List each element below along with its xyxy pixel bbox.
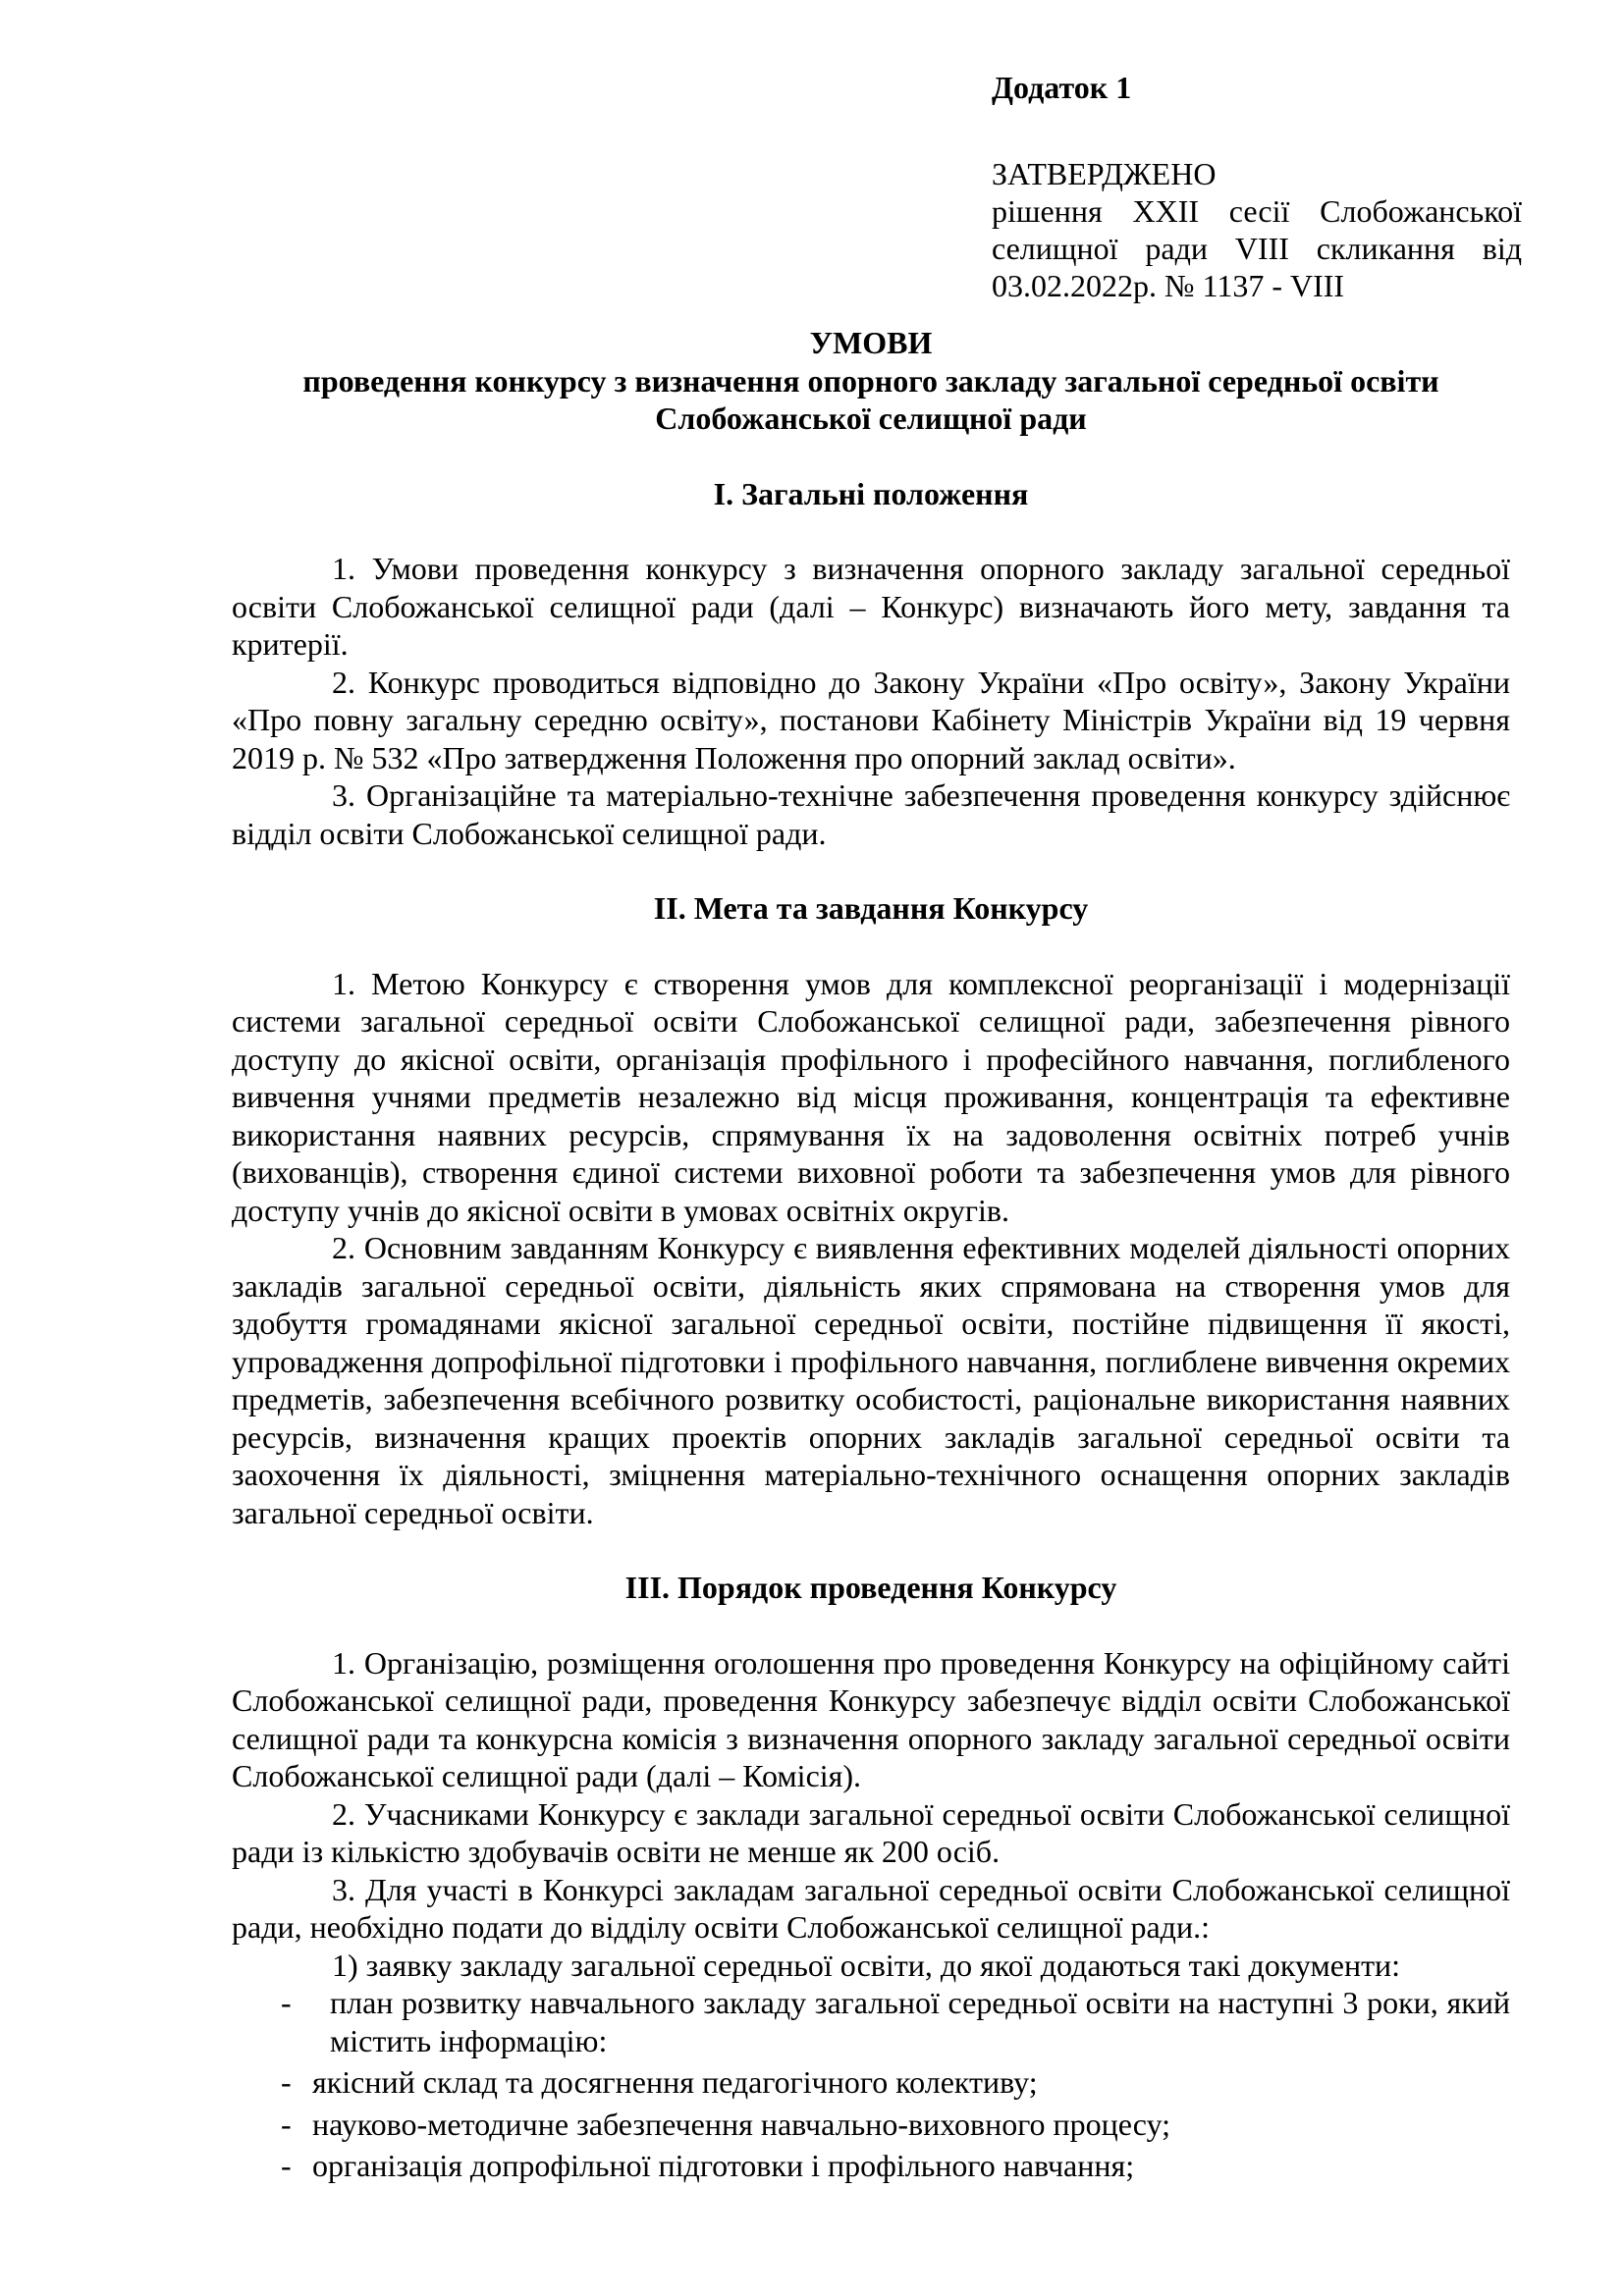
document-subtitle-line-2: Слобожанської селищної ради (655, 400, 1087, 436)
list-item (232, 2063, 1510, 2102)
documents-list (232, 1984, 1510, 2185)
section-2-paragraph-2: 2. Основним завданням Конкурсу є виявлення ефективних моделей діяльності опорних закладів загальної середньої освіти, діяльність яких спрямована на створення умов для здобуття громадянами якісної загальної середньої освіти, постійне підвищення її якості, упровадження допрофільної підготовки і профільного навчання, поглиблене вивчення окремих предметів, забезпечення всебічного розвитку особистості, раціональне використання наявних ресурсів, визначення кращих проектів опорних закладів загальної середньої освіти та заохочення їх діяльності, зміцнення матеріально-технічного оснащення опорних закладів загальної середньої освіти. (232, 1230, 1510, 1530)
document-subtitle-line-1: проведення конкурсу з визначення опорного закладу загальної середньої освіти (302, 362, 1439, 399)
approval-block (992, 69, 1522, 304)
document-body (232, 324, 1510, 2185)
section-heading-2: II. Мета та завдання Конкурсу (653, 890, 1089, 926)
dash-marker: - (281, 1985, 292, 2020)
list-item (232, 2147, 1510, 2185)
list-item-text: якісний склад та досягнення педагогічного колективу; (312, 2064, 1038, 2100)
document-title: УМОВИ (809, 325, 933, 360)
dash-marker: - (281, 2148, 292, 2183)
section-2-paragraph-1: 1. Метою Конкурсу є створення умов для комплексної реорганізації і модернізації системи загальної середньої освіти Слобожанської селищної ради, забезпечення рівного доступу до якісної освіти, організація профільного і професійного навчання, поглибленого вивчення учнями предметів незалежно від місця проживання, концентрація та ефективне використання наявних ресурсів, спрямування їх на задоволення освітніх потреб учнів (вихованців), створення єдиної системи виховної роботи та забезпечення умов для рівного доступу учнів до якісної освіти в умовах освітніх округів. (232, 965, 1510, 1228)
list-item-text: план розвитку навчального закладу загальної середньої освіти на наступні 3 роки, який містить інформацію: (330, 1985, 1510, 2058)
dash-marker: - (281, 2064, 292, 2100)
list-item (232, 2106, 1510, 2144)
section-3-subitem-1: 1) заявку закладу загальної середньої освіти, до якої додаються такі документи: (332, 1947, 1401, 1983)
dash-marker: - (281, 2106, 292, 2142)
section-3-paragraph-1: 1. Організацію, розміщення оголошення про проведення Конкурсу на офіційному сайті Слобожанської селищної ради, проведення Конкурсу забезпечує відділ освіти Слобожанської селищної ради та конкурсна комісія з визначення опорного закладу загальної середньої освіти Слобожанської селищної ради (далі – Комісія). (232, 1644, 1510, 1793)
section-1-paragraph-3: 3. Організаційне та матеріально-технічне забезпечення проведення конкурсу здійснює відділ освіти Слобожанської селищної ради. (232, 777, 1510, 851)
section-heading-3: III. Порядок проведення Конкурсу (624, 1570, 1117, 1605)
list-item-text: організація допрофільної підготовки і профільного навчання; (312, 2148, 1135, 2183)
section-3-paragraph-2: 2. Учасниками Конкурсу є заклади загальної середньої освіти Слобожанської селищної ради із кількістю здобувачів освіти не менше як 200 осіб. (232, 1795, 1510, 1869)
section-heading-1: I. Загальні положення (713, 475, 1029, 511)
approved-label: ЗАТВЕРДЖЕНО (992, 156, 1217, 191)
section-1-paragraph-1: 1. Умови проведення конкурсу з визначення опорного закладу загальної середньої освіти Слобожанської селищної ради (далі – Конкурс) визначають його мету, завдання та критерії. (232, 551, 1510, 662)
approval-line-1: рішення XXII сесії Слобожанської (992, 193, 1522, 229)
list-item-text: науково-методичне забезпечення навчально-виховного процесу; (312, 2106, 1171, 2142)
addendum-label: Додаток 1 (992, 70, 1132, 105)
approval-line-2: селищної ради VIII скликання від (992, 231, 1522, 266)
section-1-paragraph-2: 2. Конкурс проводиться відповідно до Закону України «Про освіту», Закону України «Про повну загальну середню освіту», постанови Кабінету Міністрів України від 19 червня 2019 р. № 532 «Про затвердження Положення про опорний заклад освіти». (232, 664, 1510, 775)
approval-line-3: 03.02.2022р. № 1137 - VIII (992, 268, 1345, 303)
section-3-paragraph-3: 3. Для участі в Конкурсі закладам загальної середньої освіти Слобожанської селищної ради, необхідно подати до відділу освіти Слобожанської селищної ради.: (232, 1871, 1510, 1945)
list-item (232, 1984, 1510, 2059)
